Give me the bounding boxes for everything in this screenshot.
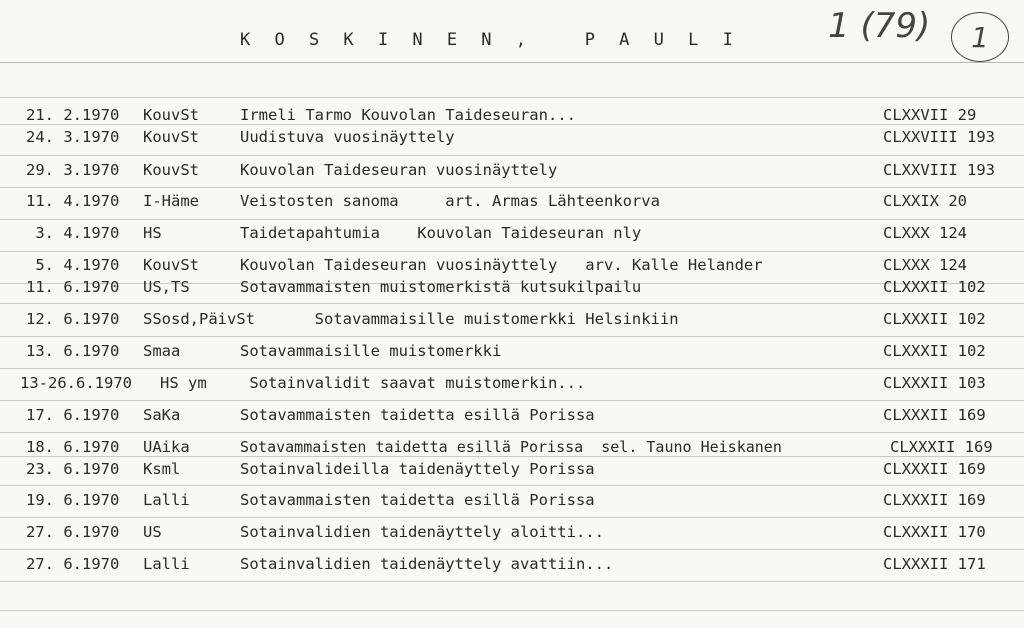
entry-date: 18. 6.1970 — [26, 438, 120, 456]
entry-date: 19. 6.1970 — [26, 491, 120, 509]
list-item — [0, 161, 1024, 185]
entry-title: Irmeli Tarmo Kouvolan Taideseuran... — [240, 106, 576, 124]
entry-ref: CLXXXII 169 — [883, 406, 986, 424]
entry-paper: HS — [143, 224, 162, 242]
divider — [0, 155, 1024, 156]
entry-ref: CLXXXII 102 — [883, 342, 986, 360]
entry-paper: Ksml — [143, 460, 181, 478]
list-item — [0, 374, 1024, 398]
divider — [0, 400, 1024, 401]
entry-title: Sotavammaisten taidetta esillä Porissa sel. Tauno Heiskanen — [240, 438, 782, 456]
divider — [0, 187, 1024, 188]
divider — [0, 610, 1024, 611]
entry-paper: KouvSt — [143, 256, 199, 274]
entry-paper: KouvSt — [143, 161, 199, 179]
divider — [0, 581, 1024, 582]
entry-title: Sotavammaisten muistomerkistä kutsukilpailu — [240, 278, 642, 296]
entry-title: Sotavammaisten taidetta esillä Porissa — [240, 406, 595, 424]
entry-date: 21. 2.1970 — [26, 106, 120, 124]
divider — [0, 517, 1024, 518]
entry-title: Sotainvalidit saavat muistomerkin... — [240, 374, 586, 392]
entry-title: Veistosten sanoma art. Armas Lähteenkorva — [240, 192, 660, 210]
entry-ref: CLXXXII 169 — [883, 460, 986, 478]
entry-date: 3. 4.1970 — [26, 224, 120, 242]
header-rule — [0, 62, 1024, 63]
card-title-name: K O S K I N E N , P A U L I — [240, 30, 740, 50]
divider — [0, 485, 1024, 486]
entry-paper: KouvSt — [143, 106, 199, 124]
list-item — [0, 342, 1024, 366]
list-item — [0, 106, 1024, 130]
entry-title: Kouvolan Taideseuran vuosinäyttely arv. Kalle Helander — [240, 256, 763, 274]
list-item — [0, 192, 1024, 216]
divider — [0, 549, 1024, 550]
entry-ref: CLXXXII 103 — [883, 374, 986, 392]
entry-paper: UAika — [143, 438, 190, 456]
entry-ref: CLXXXII 170 — [883, 523, 986, 541]
list-item — [0, 460, 1024, 484]
entry-date: 17. 6.1970 — [26, 406, 120, 424]
entry-ref: CLXXVIII 193 — [883, 128, 995, 146]
entry-date: 27. 6.1970 — [26, 555, 120, 573]
divider — [0, 432, 1024, 433]
circled-card-number: 1 — [951, 12, 1009, 62]
entry-ref: CLXXXII 171 — [883, 555, 986, 573]
entry-ref: CLXXX 124 — [883, 224, 967, 242]
entry-title: Sotainvalideilla taidenäyttely Porissa — [240, 460, 595, 478]
entry-paper: Lalli — [143, 491, 190, 509]
list-item — [0, 278, 1024, 302]
divider — [0, 336, 1024, 337]
entry-paper: I-Häme — [143, 192, 199, 210]
divider — [0, 219, 1024, 220]
divider — [0, 368, 1024, 369]
entry-paper: Lalli — [143, 555, 190, 573]
entry-ref: CLXXXII 102 — [883, 310, 986, 328]
entry-ref: CLXXXII 169 — [890, 438, 993, 456]
list-item — [0, 310, 1024, 334]
entry-date: 12. 6.1970 — [26, 310, 120, 328]
entry-ref: CLXXVIII 193 — [883, 161, 995, 179]
entry-title: Taidetapahtumia Kouvolan Taideseuran nly — [240, 224, 642, 242]
entry-ref: CLXXVII 29 — [883, 106, 977, 124]
entry-ref: CLXXXII 169 — [883, 491, 986, 509]
entry-paper: Smaa — [143, 342, 181, 360]
divider — [0, 251, 1024, 252]
entry-date: 11. 6.1970 — [26, 278, 120, 296]
entry-date: 29. 3.1970 — [26, 161, 120, 179]
entry-paper: US — [143, 523, 162, 541]
list-item — [0, 406, 1024, 430]
entry-title: Sotavammaisille muistomerkki — [240, 342, 502, 360]
entry-paper: KouvSt — [143, 128, 199, 146]
entry-date: 23. 6.1970 — [26, 460, 120, 478]
list-item — [0, 438, 1024, 462]
entry-ref: CLXXIX 20 — [883, 192, 967, 210]
entry-ref: CLXXXII 102 — [883, 278, 986, 296]
entry-date: 5. 4.1970 — [26, 256, 120, 274]
entry-title: Sotainvalidien taidenäyttely avattiin... — [240, 555, 614, 573]
divider — [0, 303, 1024, 304]
entry-date: 11. 4.1970 — [26, 192, 120, 210]
entry-ref: CLXXX 124 — [883, 256, 967, 274]
list-item — [0, 523, 1024, 547]
list-item — [0, 128, 1024, 152]
entry-paper: US,TS — [143, 278, 190, 296]
list-item — [0, 555, 1024, 579]
entry-title: Uudistuva vuosinäyttely — [240, 128, 455, 146]
entry-date: 27. 6.1970 — [26, 523, 120, 541]
entry-paper: HS ym — [160, 374, 207, 392]
entry-paper: SaKa — [143, 406, 181, 424]
entry-date: 13-26.6.1970 — [20, 374, 132, 392]
list-item — [0, 224, 1024, 248]
entry-paper: SSosd,PäivSt — [143, 310, 255, 328]
list-item — [0, 491, 1024, 515]
entry-title: Kouvolan Taideseuran vuosinäyttely — [240, 161, 558, 179]
entry-date: 24. 3.1970 — [26, 128, 120, 146]
entry-date: 13. 6.1970 — [26, 342, 120, 360]
divider — [0, 97, 1024, 98]
entry-title: Sotainvalidien taidenäyttely aloitti... — [240, 523, 604, 541]
handwritten-card-number: 1 (79) — [828, 6, 931, 46]
entry-title: Sotavammaisille muistomerkki Helsinkiin — [240, 310, 679, 328]
list-item — [0, 256, 1024, 280]
entry-title: Sotavammaisten taidetta esillä Porissa — [240, 491, 595, 509]
